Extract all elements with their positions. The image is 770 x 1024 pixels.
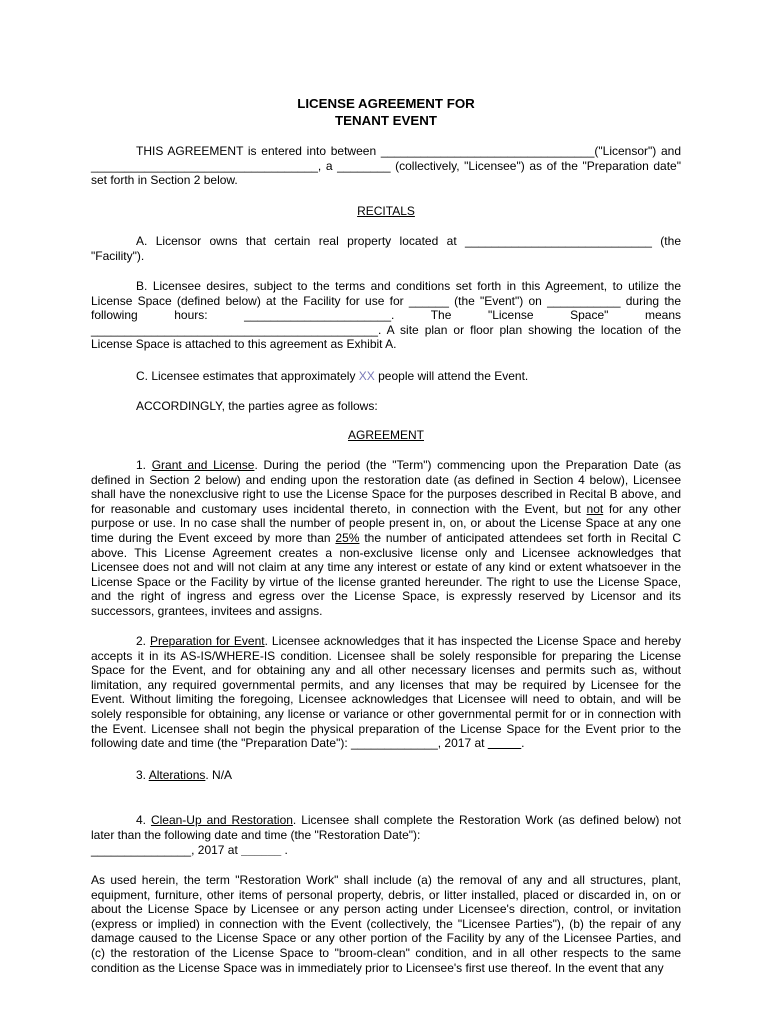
section-4-date-end: . — [281, 843, 288, 857]
section-2-number: 2. — [136, 634, 150, 648]
attendee-count-placeholder: XX — [358, 369, 375, 383]
recital-b: B. Licensee desires, subject to the terms and conditions set forth in this Agreement, to utilize the License Space (defined below) at the Facility for use for ______ (the "Event") on ___________ during the following hours: ______________________. The "License Space" means ___________________________________________. A site plan or floor plan showing the location of the License Space is attached to this agreement as Exhibit A. — [91, 279, 681, 352]
section-1-grant-and-license — [91, 458, 681, 619]
section-2-preparation — [91, 634, 681, 751]
section-3-number: 3. — [136, 768, 149, 782]
section-3-text: . N/A — [205, 768, 233, 782]
recital-c-pre: C. Licensee estimates that approximately — [136, 369, 359, 383]
recital-c — [91, 369, 681, 384]
recital-c-post: people will attend the Event. — [374, 369, 529, 383]
section-3-alterations — [91, 768, 681, 783]
section-4-date-line — [91, 843, 681, 858]
agreement-heading — [91, 428, 681, 443]
section-1-text-b: for any other purpose or use. In no case shall the number of people present in, on, or about the License Space at any one time during the Event exceed by more than — [91, 501, 681, 545]
recitals-heading-text: RECITALS — [357, 204, 415, 218]
section-4-number: 4. — [136, 813, 151, 827]
section-4-cleanup — [91, 813, 681, 842]
section-2-end: . — [521, 736, 525, 751]
agreement-heading-text: AGREEMENT — [347, 428, 424, 442]
section-4-title: Clean-Up and Restoration — [150, 813, 293, 827]
title-line-2: TENANT EVENT — [335, 113, 437, 128]
section-1-number: 1. — [136, 458, 152, 472]
intro-paragraph: THIS AGREEMENT is entered into between ________________________________("Licensor") and __________________________________, a ________ (collectively, "Licensee") as of the "Preparation date" set forth in Section 2 below. — [91, 144, 681, 188]
recitals-heading — [91, 204, 681, 219]
restoration-date-blank: _______________, 2017 at — [91, 843, 242, 857]
title-line-1: LICENSE AGREEMENT FOR — [297, 96, 475, 111]
section-4-text: . Licensee shall complete the Restoration Work (as defined below) not later than the following date and time (the "Restoration Date"): — [91, 813, 681, 842]
restoration-work-paragraph: As used herein, the term "Restoration Work" shall include (a) the removal of any and all structures, plant, equipment, furniture, other items of personal property, debris, or litter installed, placed or discarded in, on or about the License Space by Licensee or any person acting under Licensee's direction, control, or invitation (express or implied) in connection with the Event (collectively, the "Licensee Parties"), (b) the repair of any damage caused to the License Space or any other portion of the Facility by any of the Licensee Parties, and (c) the restoration of the License Space to "broom-clean" condition, and in all other respects to the same condition as the License Space was in immediately prior to Licensee's first use thereof. In the event that any — [91, 873, 681, 975]
accordingly-paragraph: ACCORDINGLY, the parties agree as follows: — [136, 399, 378, 413]
section-2-text: . Licensee acknowledges that it has inspected the License Space and hereby accepts it in its AS-IS/WHERE-IS condition. Licensee shall be solely responsible for preparing the License Space for the Event, and for obtaining any and all other necessary licenses and permits such as, without limitation, any required governmental permits, and any licenses that may be required by Licensee for the Event. Without limiting the foregoing, Licensee acknowledges that Licensee will need to obtain, and will be solely responsible for obtaining, any license or variance or other governmental permit for or in connection with the Event. Licensee shall not begin the physical preparation of the License Space for the Event prior to the following date and time (the "Preparation Date"): _____________, 2017 at — [91, 634, 682, 751]
section-1-text-a: . During the period (the "Term") commencing upon the Preparation Date (as defined in Section 2 below) and ending upon the restoration date (as defined in Section 4 below), Licensee shall have the nonexclusive right to use the License Space for the purposes described in Recital B above, and for reasonable and customary uses incidental thereto, in connection with the Event, but — [91, 458, 682, 516]
section-2-title: Preparation for Event — [149, 634, 265, 648]
restoration-time-blank: ______ — [241, 843, 282, 857]
section-1-percent: 25% — [335, 530, 360, 545]
recital-a: A. Licensor owns that certain real property located at ____________________________ (the "Facility"). — [91, 234, 681, 263]
section-3-title: Alterations — [148, 768, 206, 782]
section-2-time-blank: _____ — [487, 736, 522, 751]
document-title — [91, 95, 681, 129]
section-1-text-c: the number of anticipated attendees set forth in Recital C above. This License Agreement creates a non-exclusive license only and Licensee acknowledges that Licensee does not and will not claim at any time any interest or estate of any kind or extent whatsoever in the License Space or the Facility by virtue of the license granted hereunder. The right to use the License Space, and the right of ingress and egress over the License Space, is expressly reserved by Licensor and its successors, grantees, invitees and assigns. — [91, 530, 681, 618]
section-1-not: not — [586, 501, 604, 516]
section-1-title: Grant and License — [151, 458, 255, 472]
